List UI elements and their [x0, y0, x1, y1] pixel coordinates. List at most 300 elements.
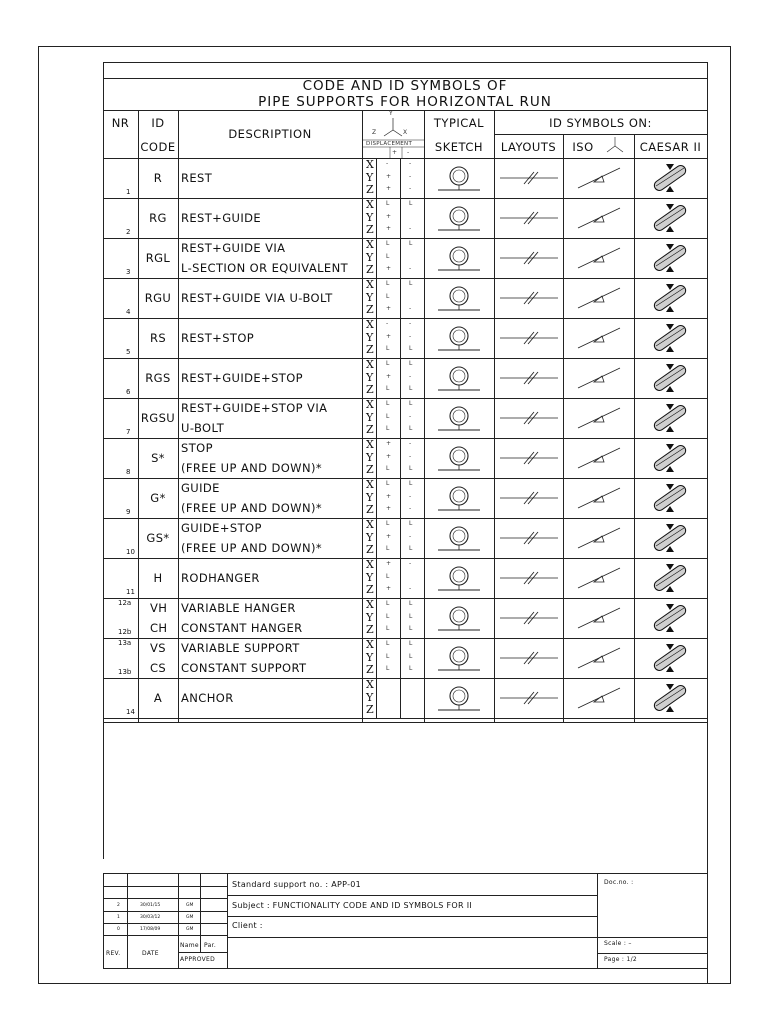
axis-z: Z [366, 503, 374, 516]
disp-value: + [386, 305, 392, 312]
axis-z: Z [366, 463, 374, 476]
disp-value: + [386, 212, 392, 220]
disp-subcol [376, 398, 377, 438]
row-description-line2: U-BOLT [181, 421, 225, 435]
row-separator [103, 238, 707, 239]
axis-y: Y [366, 490, 374, 504]
row-separator [103, 638, 707, 639]
layout-symbol-icon [498, 328, 560, 348]
axis-x: X [366, 518, 374, 531]
row-description: RODHANGER [181, 571, 260, 585]
row-description-line2: CONSTANT SUPPORT [181, 661, 307, 675]
row-number: 12a [118, 599, 132, 607]
iso-symbol-icon [570, 284, 628, 312]
disp-value: - [409, 452, 412, 460]
disp-subcol [376, 678, 377, 718]
iso-symbol-icon [570, 164, 628, 192]
typical-sketch-icon [430, 160, 488, 196]
table-header-bottom-border [103, 158, 707, 159]
header-description: DESCRIPTION [228, 127, 312, 141]
iso-symbol-icon [570, 604, 628, 632]
row-description-line1: REST+GUIDE VIA [181, 241, 286, 255]
disp-subcol [400, 198, 401, 238]
col-divider-layouts [563, 134, 564, 722]
row-description-line2: L-SECTION OR EQUIVALENT [181, 261, 348, 275]
row-separator [103, 678, 707, 679]
row-code: RGL [145, 251, 171, 265]
axis-x: X [366, 158, 374, 171]
typical-sketch-icon [430, 240, 488, 276]
row-description-line2: (FREE UP AND DOWN)* [181, 501, 322, 515]
axis-y: Y [366, 570, 374, 584]
disp-value: L [386, 612, 390, 620]
disp-subcol [376, 318, 377, 358]
disp-value: L [386, 520, 390, 527]
disp-subcol [376, 358, 377, 398]
header-typical: TYPICAL [433, 116, 485, 130]
row-description: REST+GUIDE VIA U-BOLT [181, 291, 333, 305]
header-displacement: DISPLACEMENT [366, 141, 413, 147]
col-divider-code [178, 110, 179, 722]
header-id-symbols-on: ID SYMBOLS ON: [549, 116, 652, 130]
row-description: REST+STOP [181, 331, 255, 345]
caesar-symbol-icon [648, 482, 692, 514]
disp-value: L [386, 665, 390, 672]
disp-value: + [386, 532, 392, 540]
row-separator [103, 278, 707, 279]
table-top-border [103, 62, 707, 63]
axis-z: Z [366, 303, 374, 316]
disp-value: - [409, 505, 412, 512]
axis-z: Z [366, 223, 374, 236]
iso-symbol-icon [570, 204, 628, 232]
row-code-b: CH [150, 621, 168, 635]
row-code: RG [149, 211, 167, 225]
page-number: Page : 1/2 [604, 956, 638, 963]
row-separator [103, 398, 707, 399]
disp-value: L [409, 200, 413, 207]
row-description-line1: GUIDE [181, 481, 220, 495]
axis-x: X [366, 398, 374, 411]
approved-header: APPROVED [180, 956, 216, 963]
header-iso: ISO [572, 140, 594, 154]
rev-2-date: 30/01/15 [140, 903, 161, 908]
disp-value: L [386, 240, 390, 247]
typical-sketch-icon [430, 400, 488, 436]
caesar-symbol-icon [648, 522, 692, 554]
disp-value: - [409, 160, 412, 167]
disp-value: + [386, 440, 392, 447]
axis-z: Z [366, 383, 374, 396]
doc-no: Doc.no. : [604, 879, 634, 886]
disp-subcol [400, 398, 401, 438]
disp-value: - [409, 412, 412, 420]
row-code-b: CS [150, 661, 167, 675]
row-number: 1 [126, 188, 131, 196]
axis-x: X [366, 438, 374, 451]
par-header: Par. [204, 942, 217, 949]
disp-subcol [400, 438, 401, 478]
typical-sketch-icon [430, 320, 488, 356]
disp-value: L [409, 480, 413, 487]
disp-value: + [386, 492, 392, 500]
axis-x-label: X [403, 129, 408, 136]
date-header: DATE [142, 950, 159, 957]
axis-z: Z [366, 583, 374, 596]
disp-value: + [386, 560, 392, 567]
row-code: RGS [145, 371, 171, 385]
rev-1-name: GM [186, 915, 194, 920]
disp-value: + [386, 585, 392, 592]
disp-value: L [409, 640, 413, 647]
caesar-symbol-icon [648, 562, 692, 594]
typical-sketch-icon [430, 680, 488, 716]
layout-symbol-icon [498, 248, 560, 268]
disp-value: L [409, 360, 413, 367]
axis-x: X [366, 638, 374, 651]
row-separator [103, 438, 707, 439]
disp-value: + [386, 185, 392, 192]
row-code: S* [151, 451, 165, 465]
disp-value: L [386, 252, 390, 260]
table-title-border [103, 78, 707, 79]
row-description: REST+GUIDE [181, 211, 262, 225]
row-description: REST [181, 171, 213, 185]
disp-value: - [409, 225, 412, 232]
iso-symbol-icon [570, 524, 628, 552]
header-code: CODE [140, 140, 176, 154]
header-caesar: CAESAR II [639, 140, 702, 154]
disp-subcol [400, 358, 401, 398]
disp-value: - [409, 440, 412, 447]
row-number: 6 [126, 388, 131, 396]
disp-value: - [409, 265, 412, 272]
axis-y-label: Y [389, 110, 393, 117]
row-separator [103, 358, 707, 359]
axis-y: Y [366, 250, 374, 264]
layout-symbol-icon [498, 288, 560, 308]
disp-value: L [409, 280, 413, 287]
row-number-b: 12b [118, 628, 132, 636]
disp-value: L [409, 425, 413, 432]
row-separator [103, 198, 707, 199]
rev-1: 1 [117, 915, 120, 920]
typical-sketch-icon [430, 280, 488, 316]
disp-value: L [386, 385, 390, 392]
layout-symbol-icon [498, 528, 560, 548]
disp-value: L [386, 400, 390, 407]
layout-symbol-icon [498, 208, 560, 228]
disp-value: L [386, 545, 390, 552]
disp-subcol [400, 158, 401, 198]
rev-2-name: GM [186, 903, 194, 908]
typical-sketch-icon [430, 480, 488, 516]
disp-subcol [376, 478, 377, 518]
caesar-symbol-icon [648, 402, 692, 434]
caesar-symbol-icon [648, 642, 692, 674]
row-description-line1: REST+GUIDE+STOP VIA [181, 401, 328, 415]
row-number: 8 [126, 468, 131, 476]
axis-x: X [366, 678, 374, 691]
disp-value: L [386, 292, 390, 300]
row-description-line2: (FREE UP AND DOWN)* [181, 541, 322, 555]
caesar-symbol-icon [648, 602, 692, 634]
disp-value: + [386, 332, 392, 340]
layout-symbol-icon [498, 648, 560, 668]
table-right-border [707, 62, 708, 983]
col-divider-sketch [494, 110, 495, 722]
typical-sketch-icon [430, 440, 488, 476]
disp-subcol [400, 478, 401, 518]
layout-symbol-icon [498, 688, 560, 708]
disp-value: L [386, 625, 390, 632]
axis-y: Y [366, 450, 374, 464]
row-description-line1: GUIDE+STOP [181, 521, 262, 535]
iso-symbol-icon [570, 484, 628, 512]
disp-value: + [386, 172, 392, 180]
disp-value: L [409, 345, 413, 352]
iso-symbol-icon [570, 444, 628, 472]
axis-y: Y [366, 290, 374, 304]
row-description-line1: VARIABLE HANGER [181, 601, 296, 615]
row-code: GS* [146, 531, 170, 545]
row-code: H [153, 571, 163, 585]
disp-subcol [376, 558, 377, 598]
header-sketch: SKETCH [434, 140, 484, 154]
row-code: VS [150, 641, 166, 655]
rev-header: REV. [106, 950, 121, 957]
title-line-1: CODE AND ID SYMBOLS OF [302, 78, 508, 94]
disp-subcol [400, 278, 401, 318]
disp-subcol [400, 518, 401, 558]
header-id: ID [151, 116, 165, 130]
disp-value: + [386, 265, 392, 272]
disp-subcol [376, 638, 377, 678]
axis-x: X [366, 278, 374, 291]
row-number: 10 [126, 548, 135, 556]
axis-z: Z [366, 263, 374, 276]
col-divider-iso [634, 134, 635, 722]
disp-value: L [409, 465, 413, 472]
axis-y: Y [366, 690, 374, 704]
disp-value: - [409, 305, 412, 312]
disp-value: L [386, 360, 390, 367]
row-number-b: 13b [118, 668, 132, 676]
axis-z-label: Z [372, 129, 377, 136]
iso-symbol-icon [570, 644, 628, 672]
axis-x: X [366, 198, 374, 211]
col-divider-disp [424, 110, 425, 722]
row-number: 4 [126, 308, 131, 316]
typical-sketch-icon [430, 360, 488, 396]
iso-symbol-icon [570, 404, 628, 432]
disp-value: - [409, 332, 412, 340]
caesar-symbol-icon [648, 282, 692, 314]
disp-value: L [386, 600, 390, 607]
disp-subcol [376, 518, 377, 558]
col-divider-desc [362, 110, 363, 722]
row-description-line2: (FREE UP AND DOWN)* [181, 461, 322, 475]
axis-x: X [366, 238, 374, 251]
disp-value: L [409, 385, 413, 392]
header-minus: - [407, 149, 410, 156]
layout-symbol-icon [498, 608, 560, 628]
rev-0: 0 [117, 927, 120, 932]
disp-value: L [386, 652, 390, 660]
disp-value: - [409, 172, 412, 180]
caesar-symbol-icon [648, 242, 692, 274]
caesar-symbol-icon [648, 682, 692, 714]
axis-y: Y [366, 170, 374, 184]
disp-subcol [400, 238, 401, 278]
row-number: 5 [126, 348, 131, 356]
disp-value: L [409, 240, 413, 247]
disp-value: + [386, 505, 392, 512]
disp-subcol [400, 678, 401, 718]
disp-value: - [409, 185, 412, 192]
standard-support-no: Standard support no. : APP-01 [232, 880, 362, 889]
row-number: 2 [126, 228, 131, 236]
row-separator [103, 718, 707, 719]
caesar-symbol-icon [648, 202, 692, 234]
row-number: 7 [126, 428, 131, 436]
disp-value: L [409, 665, 413, 672]
row-number: 13a [118, 639, 132, 647]
header-layouts: LAYOUTS [500, 140, 557, 154]
row-separator [103, 318, 707, 319]
axis-y: Y [366, 650, 374, 664]
row-code: RS [149, 331, 167, 345]
row-code: VH [150, 601, 168, 615]
disp-subcol [376, 238, 377, 278]
disp-value: - [409, 585, 412, 592]
table-left-border [103, 62, 104, 859]
drawing-title [103, 78, 707, 110]
row-number: 11 [126, 588, 135, 596]
disp-subcol [376, 158, 377, 198]
layout-symbol-icon [498, 168, 560, 188]
row-number: 9 [126, 508, 131, 516]
iso-symbol-icon [570, 364, 628, 392]
iso-symbol-icon [570, 684, 628, 712]
axis-z: Z [366, 663, 374, 676]
iso-symbol-icon [570, 324, 628, 352]
disp-subcol [400, 558, 401, 598]
row-separator [103, 518, 707, 519]
axis-y: Y [366, 330, 374, 344]
layout-symbol-icon [498, 448, 560, 468]
disp-value: L [386, 572, 390, 580]
axis-x: X [366, 598, 374, 611]
disp-value: L [386, 345, 390, 352]
axis-z: Z [366, 543, 374, 556]
axis-z: Z [366, 343, 374, 356]
layout-symbol-icon [498, 488, 560, 508]
table-bottom-border [103, 722, 707, 723]
row-separator [103, 598, 707, 599]
axis-y: Y [366, 530, 374, 544]
header-plus: + [392, 149, 398, 156]
disp-value: - [409, 560, 412, 567]
disp-subcol [400, 638, 401, 678]
disp-subcol [376, 198, 377, 238]
row-description: REST+GUIDE+STOP [181, 371, 304, 385]
rev-2: 2 [117, 903, 120, 908]
disp-value: - [409, 532, 412, 540]
row-code: RGU [144, 291, 172, 305]
client: Client : [232, 921, 263, 930]
axis-z: Z [366, 623, 374, 636]
disp-value: - [409, 492, 412, 500]
disp-subcol [376, 438, 377, 478]
axis-y: Y [366, 210, 374, 224]
axis-x: X [366, 318, 374, 331]
disp-value: L [409, 545, 413, 552]
typical-sketch-icon [430, 640, 488, 676]
layout-symbol-icon [498, 368, 560, 388]
iso-symbol-icon [570, 564, 628, 592]
axis-x: X [366, 558, 374, 571]
disp-value: L [386, 412, 390, 420]
axis-y: Y [366, 410, 374, 424]
typical-sketch-icon [430, 520, 488, 556]
disp-value: L [409, 612, 413, 620]
caesar-symbol-icon [648, 442, 692, 474]
iso-axis-triad-icon [600, 134, 630, 158]
iso-symbol-icon [570, 244, 628, 272]
row-separator [103, 478, 707, 479]
disp-subcol [376, 278, 377, 318]
axis-y: Y [366, 610, 374, 624]
row-description-line2: CONSTANT HANGER [181, 621, 303, 635]
caesar-symbol-icon [648, 162, 692, 194]
disp-subcol [400, 598, 401, 638]
rev-1-date: 30/03/12 [140, 915, 161, 920]
typical-sketch-icon [430, 200, 488, 236]
disp-value: - [386, 320, 389, 327]
disp-value: L [409, 652, 413, 660]
header-nr: NR [111, 116, 130, 130]
disp-value: L [409, 400, 413, 407]
axis-y: Y [366, 370, 374, 384]
caesar-symbol-icon [648, 362, 692, 394]
row-code: G* [150, 491, 166, 505]
disp-value: L [386, 480, 390, 487]
axis-x: X [366, 478, 374, 491]
row-description-line1: VARIABLE SUPPORT [181, 641, 300, 655]
axis-x: X [366, 358, 374, 371]
layout-symbol-icon [498, 568, 560, 588]
disp-value: - [386, 160, 389, 167]
disp-value: L [409, 520, 413, 527]
axis-z: Z [366, 423, 374, 436]
disp-value: - [409, 320, 412, 327]
axis-z: Z [366, 183, 374, 196]
layout-symbol-icon [498, 408, 560, 428]
rev-0-name: GM [186, 927, 194, 932]
disp-value: L [409, 600, 413, 607]
caesar-symbol-icon [648, 322, 692, 354]
disp-subcol [400, 318, 401, 358]
row-code: A [153, 691, 163, 705]
row-number: 3 [126, 268, 131, 276]
row-code: RGSU [140, 411, 176, 425]
disp-value: L [409, 625, 413, 632]
row-code: R [153, 171, 163, 185]
typical-sketch-icon [430, 600, 488, 636]
typical-sketch-icon [430, 560, 488, 596]
subject: Subject : FUNCTIONALITY CODE AND ID SYMBOLS FOR II [232, 901, 473, 910]
